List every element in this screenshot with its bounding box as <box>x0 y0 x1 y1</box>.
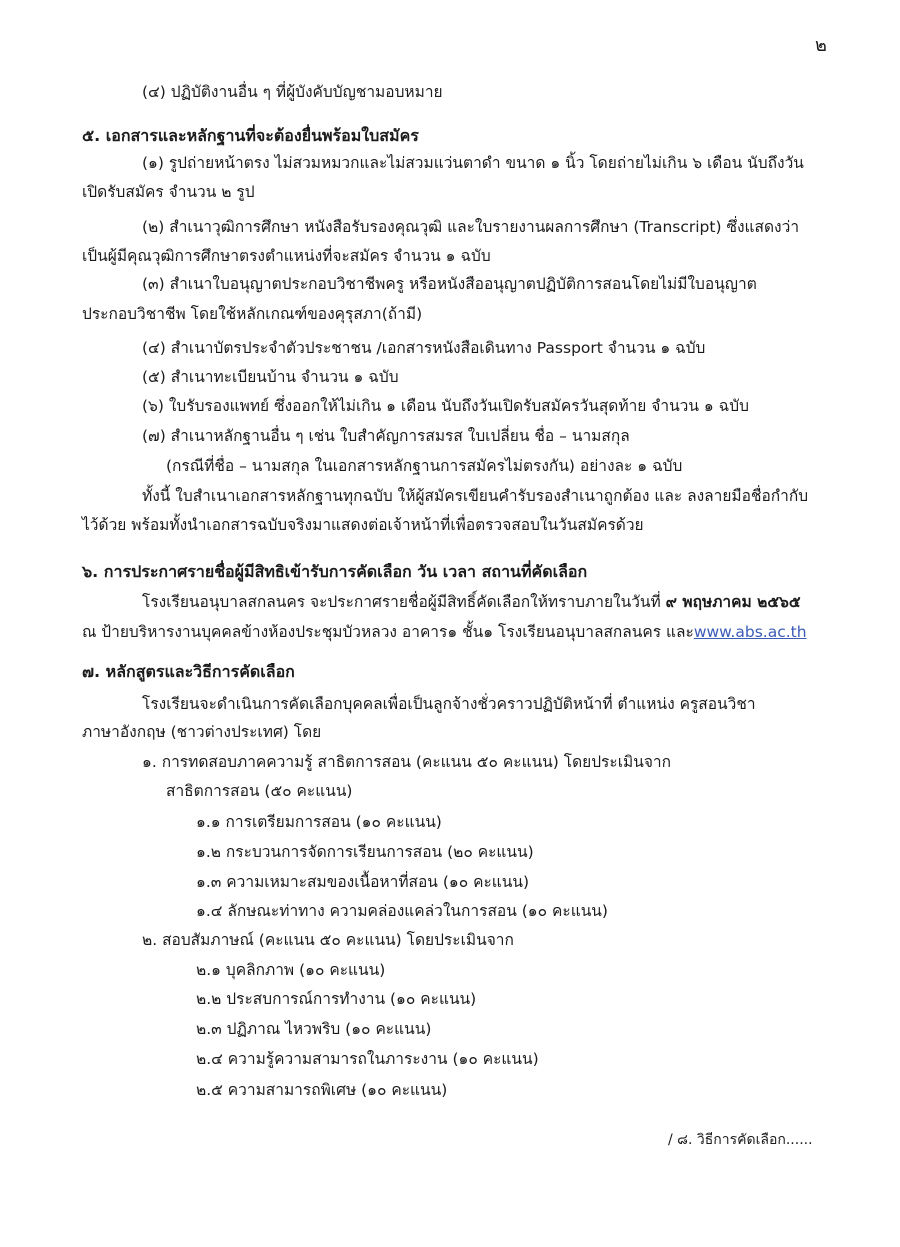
announce-location: ณ ป้ายบริหารงานบุคคลข้างห้องประชุมบัวหลวง อาคาร๑ ชั้น๑ โรงเรียนอนุบาลสกลนคร และ <box>82 623 694 641</box>
announce-text: โรงเรียนอนุบาลสกลนคร จะประกาศรายชื่อผู้มีสิทธิ์คัดเลือกให้ทราบภายในวันที่ <box>142 593 666 611</box>
criteria-1-3: ๑.๓ ความเหมาะสมของเนื้อหาที่สอน (๑๐ คะแนน) <box>196 873 530 891</box>
criteria-1-2: ๑.๒ กระบวนการจัดการเรียนการสอน (๒๐ คะแนน) <box>196 843 534 861</box>
note-line-2: ไว้ด้วย พร้อมทั้งนำเอกสารฉบับจริงมาแสดงต่อเจ้าหน้าที่เพื่อตรวจสอบในวันสมัครด้วย <box>82 516 644 534</box>
selection-intro-line-2: ภาษาอังกฤษ (ชาวต่างประเทศ) โดย <box>82 723 322 741</box>
doc-item-2-line-2: เป็นผู้มีคุณวุฒิการศึกษาตรงตำแหน่งที่จะสมัคร จำนวน ๑ ฉบับ <box>82 247 491 265</box>
doc-item-4: (๔) สำเนาบัตรประจำตัวประชาชน /เอกสารหนังสือเดินทาง Passport จำนวน ๑ ฉบับ <box>142 339 706 357</box>
page-number: ๒ <box>815 35 827 56</box>
doc-item-1-line-2: เปิดรับสมัคร จำนวน ๒ รูป <box>82 183 255 201</box>
doc-item-7-line-2: (กรณีที่ชื่อ – นามสกุล ในเอกสารหลักฐานการสมัครไม่ตรงกัน) อย่างละ ๑ ฉบับ <box>166 457 683 475</box>
doc-item-2-line-1: (๒) สำเนาวุฒิการศึกษา หนังสือรับรองคุณวุฒิ และใบรายงานผลการศึกษา (Transcript) ซึ่งแสดงว่า <box>142 218 800 236</box>
announce-date: ๙ พฤษภาคม ๒๕๖๕ <box>665 593 801 611</box>
section-7-heading: ๗. หลักสูตรและวิธีการคัดเลือก <box>82 662 295 681</box>
doc-item-5: (๕) สำเนาทะเบียนบ้าน จำนวน ๑ ฉบับ <box>142 368 399 386</box>
doc-item-6: (๖) ใบรับรองแพทย์ ซึ่งออกให้ไม่เกิน ๑ เดือน นับถึงวันเปิดรับสมัครวันสุดท้าย จำนวน ๑ ฉบับ <box>142 397 749 415</box>
continuation-note: / ๘. วิธีการคัดเลือก...... <box>668 1132 813 1148</box>
criteria-1-1: ๑.๑ การเตรียมการสอน (๑๐ คะแนน) <box>196 813 442 831</box>
announce-line-1 <box>142 592 801 612</box>
announce-line-2 <box>82 622 807 642</box>
section-5-heading: ๕. เอกสารและหลักฐานที่จะต้องยื่นพร้อมใบสมัคร <box>82 126 419 145</box>
criteria-2: ๒. สอบสัมภาษณ์ (คะแนน ๕๐ คะแนน) โดยประเมินจาก <box>142 931 514 949</box>
criteria-2-3: ๒.๓ ปฏิภาณ ไหวพริบ (๑๐ คะแนน) <box>196 1020 432 1038</box>
criteria-1-sub: สาธิตการสอน (๕๐ คะแนน) <box>166 782 353 800</box>
criteria-2-5: ๒.๕ ความสามารถพิเศษ (๑๐ คะแนน) <box>196 1081 448 1099</box>
doc-item-7-line-1: (๗) สำเนาหลักฐานอื่น ๆ เช่น ใบสำคัญการสมรส ใบเปลี่ยน ชื่อ – นามสกุล <box>142 427 630 445</box>
duty-item-4: (๔) ปฏิบัติงานอื่น ๆ ที่ผู้บังคับบัญชามอบหมาย <box>142 83 443 101</box>
criteria-2-1: ๒.๑ บุคลิกภาพ (๑๐ คะแนน) <box>196 961 386 979</box>
criteria-2-4: ๒.๔ ความรู้ความสามารถในภาระงาน (๑๐ คะแนน) <box>196 1050 539 1068</box>
selection-intro-line-1: โรงเรียนจะดำเนินการคัดเลือกบุคคลเพื่อเป็นลูกจ้างชั่วคราวปฏิบัติหน้าที่ ตำแหน่ง ครูสอนวิชา <box>142 695 756 713</box>
doc-item-3-line-1: (๓) สำเนาใบอนุญาตประกอบวิชาชีพครู หรือหนังสืออนุญาตปฏิบัติการสอนโดยไม่มีใบอนุญาต <box>142 275 757 293</box>
school-website-link[interactable]: www.abs.ac.th <box>693 623 807 641</box>
criteria-1: ๑. การทดสอบภาคความรู้ สาธิตการสอน (คะแนน ๕๐ คะแนน) โดยประเมินจาก <box>142 753 671 771</box>
note-line-1: ทั้งนี้ ใบสำเนาเอกสารหลักฐานทุกฉบับ ให้ผู้สมัครเขียนคำรับรองสำเนาถูกต้อง และ ลงลายมือชื่อกำกับ <box>142 487 809 505</box>
doc-item-1-line-1: (๑) รูปถ่ายหน้าตรง ไม่สวมหมวกและไม่สวมแว่นตาดำ ขนาด ๑ นิ้ว โดยถ่ายไม่เกิน ๖ เดือน นับถึงวัน <box>142 154 804 172</box>
section-6-heading: ๖. การประกาศรายชื่อผู้มีสิทธิเข้ารับการคัดเลือก วัน เวลา สถานที่คัดเลือก <box>82 562 588 581</box>
criteria-2-2: ๒.๒ ประสบการณ์การทำงาน (๑๐ คะแนน) <box>196 990 477 1008</box>
doc-item-3-line-2: ประกอบวิชาชีพ โดยใช้หลักเกณฑ์ของคุรุสภา(ถ้ามี) <box>82 305 423 323</box>
criteria-1-4: ๑.๔ ลักษณะท่าทาง ความคล่องแคล่วในการสอน (๑๐ คะแนน) <box>196 902 608 920</box>
